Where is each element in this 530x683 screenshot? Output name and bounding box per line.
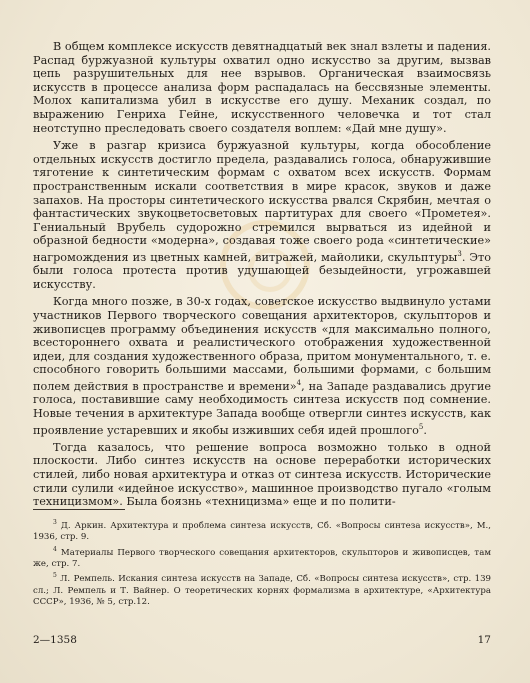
paragraph-2-tail: . Это были голоса протеста против удушающей безыдейности, угрожавшей искусству. <box>33 250 491 291</box>
footnote-divider <box>33 509 125 510</box>
paragraph-2-text: Уже в разгар кризиса буржуазной культуры, когда обособление отдельных искусств достигло предела, раздавались голоса, обнаружившие тяготение к синтетическим формам с охватом всех искусств. Формам пространственным искали соответствия в мире красок, звуков и даже запахов. На просторы синтетического искусства рвался Скрябин, мечтая о фантастических звукоцветосветовых партитурах для своего «Прометея». Гениальный Врубель судорожно стремился вырваться из идейной и образной бедности «модерна», создавая тоже своего рода «синтетические» нагромождения из цветных камней, витражей, майолики, скульптуры <box>33 139 491 264</box>
footnote-ref-3[interactable]: 3 <box>457 249 462 258</box>
footnote-5 <box>33 570 491 608</box>
paragraph-3-text: Когда много позже, в 30-х годах, советское искусство выдвинуло устами участников Первого творческого совещания архитекторов, скульпторов и живописцев программу объединения искусств «для максимально полного, всестороннего охвата и реалистического отображения художественной идеи, для создания художественного образа, притом монументального, т. е. способного говорить большими массами, большими формами, с большим полем действия в пространстве и времени» <box>33 295 491 393</box>
paragraph-1-text: В общем комплексе искусств девятнадцатый век знал взлеты и падения. Распад буржуазной культуры охватил одно искусство за другим, вызвав цепь разрушительных для нее взрывов. Органическая взаимосвязь искусств в процессе анализа форм распадалась на бессвязные элементы. Молох капитализма убил в искусстве его душу. Механик создал, по выражению Генриха Гейне, искусственного человечка и тот стал неотступно преследовать своего создателя воплем: «Дай мне душу». <box>33 40 491 135</box>
paragraph-4 <box>33 441 491 509</box>
footnote-mark: 5 <box>53 572 57 580</box>
paragraph-3-end: . <box>423 423 427 437</box>
footnote-text: Материалы Первого творческого совещания архитекторов, скульпторов и живописцев, там же, стр. 7. <box>33 547 491 569</box>
footnote-ref-5[interactable]: 5 <box>418 422 424 431</box>
paragraph-1 <box>33 40 491 135</box>
paragraph-3 <box>33 295 491 436</box>
paragraph-3-tail: , на Западе раздавались другие голоса, поставившие саму необходимость синтеза искусств под сомнение. Новые течения в архитектуре Запада вообще отвергли синтез искусств, как проявление устаревших и якобы изживших себя идей прошлого <box>33 379 491 437</box>
paragraph-4-text: Тогда казалось, что решение вопроса возможно только в одной плоскости. Либо синтез искусств на основе переработки исторических стилей, либо новая архитектура и отказ от синтеза искусств. Исторические стили сулили «идейное искусство», машинное производство пугало «голым техницизмом». Была боязнь «техницизма» еще и по полити- <box>33 440 491 509</box>
footnote-mark: 3 <box>53 519 57 526</box>
footnote-mark: 4 <box>53 545 57 553</box>
footnote-ref-4[interactable]: 4 <box>296 379 302 387</box>
paragraph-2 <box>33 139 491 291</box>
page-number: 17 <box>477 634 491 646</box>
footnote-text: Д. Аркин. Архитектура и проблема синтеза искусств, Сб. «Вопросы синтеза искусств», М., 1936, стр. 9. <box>33 520 491 543</box>
main-text <box>33 40 491 513</box>
footnote-4 <box>33 544 491 571</box>
footnote-3 <box>33 517 491 544</box>
printer-signature: 2—1358 <box>33 634 77 646</box>
footnotes <box>33 517 491 608</box>
footnote-text: Л. Ремпель. Искания синтеза искусств на Западе, Сб. «Вопросы синтеза искусств», стр. 139 сл.; Л. Ремпель и Т. Вайнер. О теоретических корнях формализма в архитектуре, «Архитектура СССР», 1936, № 5, стр.12. <box>33 574 492 608</box>
